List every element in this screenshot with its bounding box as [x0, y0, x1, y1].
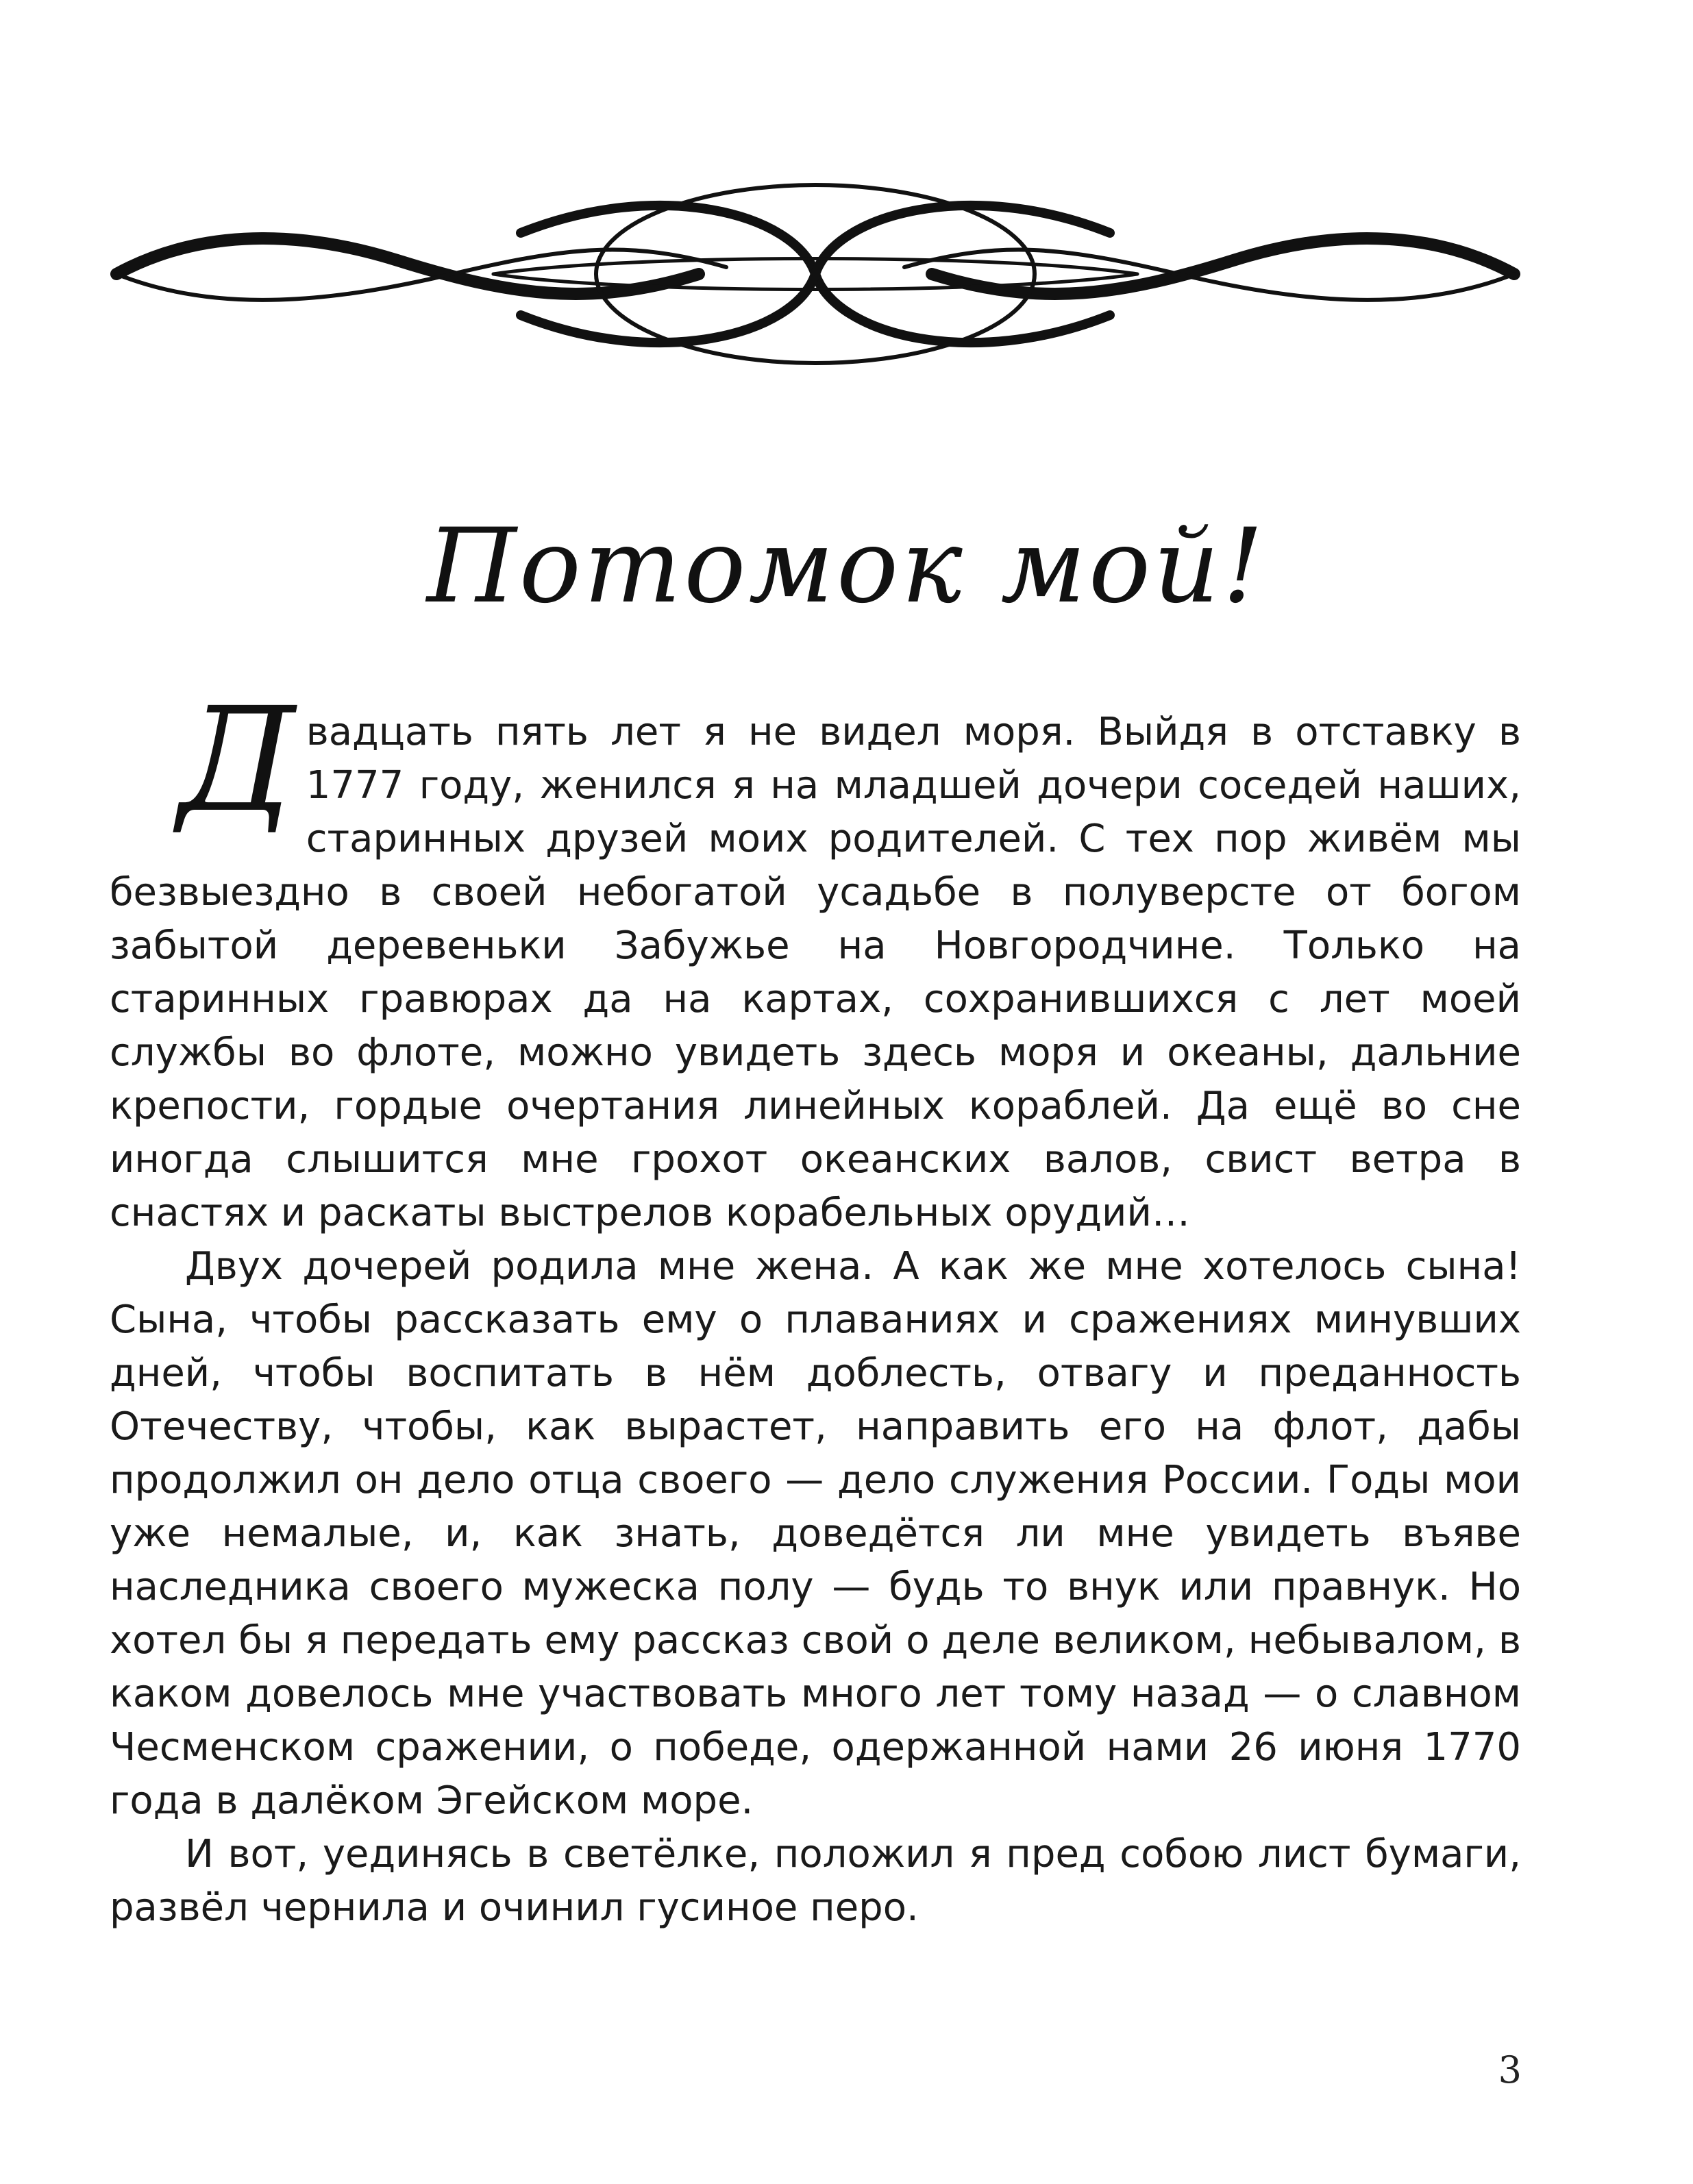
page-title: Потомок мой!: [426, 507, 1267, 626]
decorative-flourish: [110, 171, 1521, 377]
paragraph: И вот, уединясь в светёлке, положил я пред собою лист бумаги, развёл чернила и очинил гусиное перо.: [110, 1832, 1521, 1930]
body-text: [110, 676, 1521, 1935]
paragraph-text: вадцать пять лет я не видел моря. Выйдя в отставку в 1777 году, женился я на младшей дочери соседей наших, старинных друзей моих родителей. С тех пор живём мы безвыездно в своей небогатой усадьбе в полуверсте от богом забытой деревеньки Забужье на Новгородчине. Только на старинных гравюрах да на картах, сохранившихся с лет моей службы во флоте, можно увидеть здесь моря и океаны, дальние крепости, гордые очертания линейных кораблей. Да ещё во сне иногда слышится мне грохот океанских валов, свист ветра в снастях и раскаты выстрелов корабельных орудий…: [110, 710, 1521, 1235]
page-number: 3: [1498, 2048, 1522, 2092]
drop-cap: Д: [178, 676, 295, 844]
paragraph: Двух дочерей родила мне жена. А как же мне хотелось сына! Сына, чтобы рассказать ему о плаваниях и сражениях минувших дней, чтобы воспитать в нём доблесть, отвагу и преданность Отечеству, чтобы, как вырастет, направить его на флот, дабы продолжил он дело отца своего — дело служения России. Годы мои уже немалые, и, как знать, доведётся ли мне увидеть въяве наследника своего мужеска полу — будь то внук или правнук. Но хотел бы я передать ему рассказ свой о деле великом, небывалом, в каком довелось мне участвовать много лет тому назад — о славном Чесменском сражении, о победе, одержанной нами 26 июня 1770 года в далёком Эгейском море.: [110, 1244, 1521, 1823]
paragraph: [110, 676, 1521, 1240]
